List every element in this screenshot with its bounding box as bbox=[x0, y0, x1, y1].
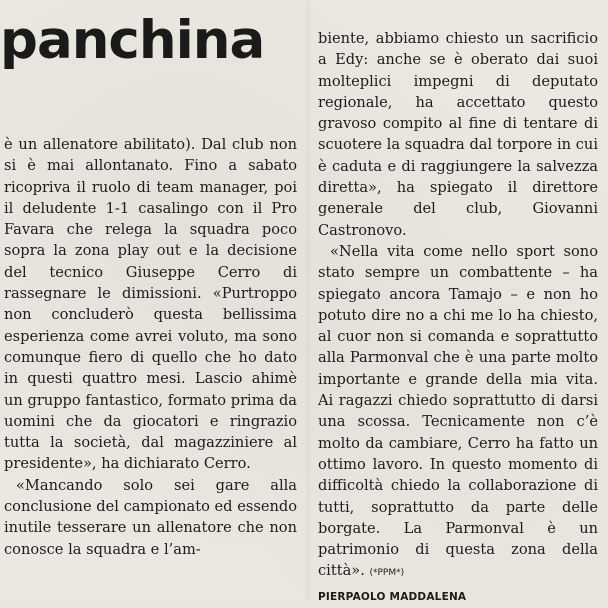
paragraph-text: «Nella vita come nello sport sono stato sempre un combattente – ha spiegato ancora Tamajo – e non ho potuto dire no a chi me lo ha chiesto, al cuor non si comanda e soprattutto alla Parmonval che è una parte molto importante e grande della mia vita. Ai ragazzi chiedo soprattutto di darsi una scossa. Tecnicamente non c’è molto da cambiare, Cerro ha fatto un ottimo lavoro. In questo momento di difficoltà chiedo la collaborazione di tutti, soprattutto da parte delle borgate. La Parmonval è un patrimonio di questa zona della città». bbox=[318, 242, 598, 580]
paragraph: biente, abbiamo chiesto un sacrificio a Edy: anche se è oberato dai suoi molteplici impegni di deputato regionale, ha accettato questo gravoso compito al fine di tentare di scuotere la squadra dal torpore in cui è caduta e di raggiungere la salvezza diretta», ha spiegato il direttore generale del club, Giovanni Castronovo. bbox=[318, 30, 598, 239]
author-initials: (*PPM*) bbox=[369, 568, 405, 579]
byline: PIERPAOLO MADDALENA bbox=[318, 590, 467, 603]
paragraph: è un allenatore abilitato). Dal club non si è mai allontanato. Fino a sabato ricopriva il ruolo di team manager, poi il deludente 1-1 casalingo con il Pro Favara che relega la squadra poco sopra la zona play out e la decisione del tecnico Giuseppe Cerro di rassegnare le dimissioni. «Purtroppo non concluderò questa bellissima esperienza come avrei voluto, ma sono comunque fiero di quello che ho dato in questi quattro mesi. Lascio ahimè un gruppo fantastico, formato prima da uomini che da giocatori e ringrazio tutta la società, dal magazziniere al presidente», ha dichiarato Cerro. bbox=[4, 136, 297, 473]
column-gutter bbox=[304, 0, 312, 600]
paragraph bbox=[318, 241, 598, 585]
article-column-right bbox=[318, 28, 598, 608]
headline: panchina bbox=[0, 10, 265, 71]
paragraph: «Mancando solo sei gare alla conclusione del campionato ed essendo inutile tesserare un allenatore che non conosce la squadra e l’am- bbox=[4, 476, 297, 558]
article-column-left bbox=[4, 134, 297, 560]
